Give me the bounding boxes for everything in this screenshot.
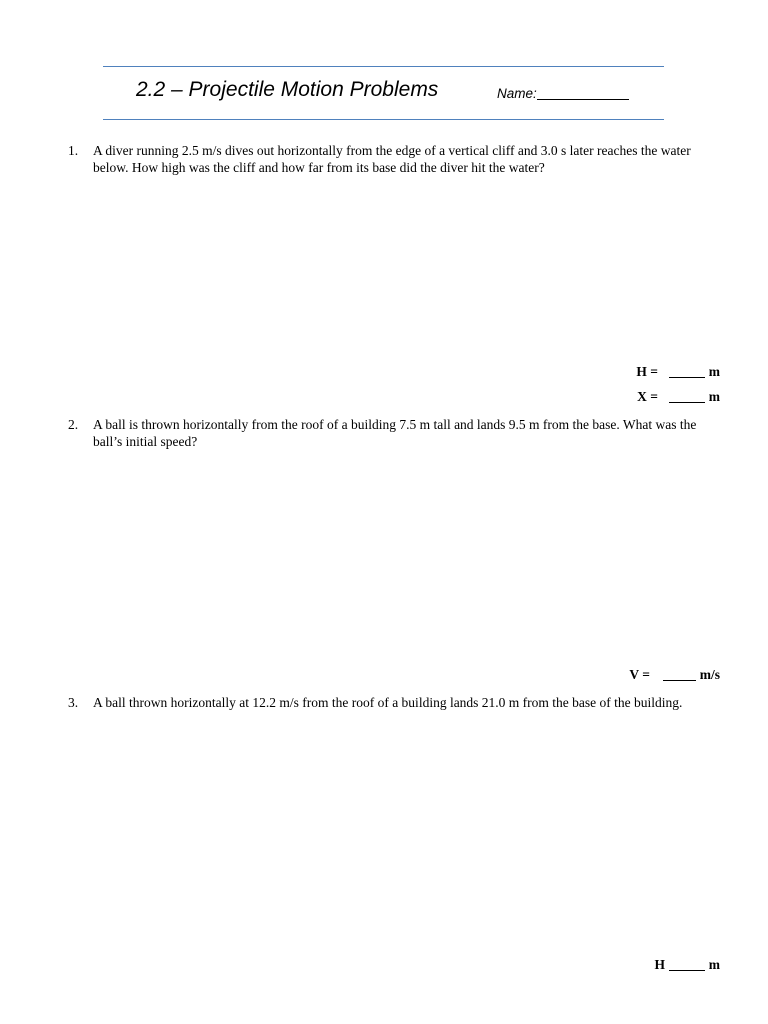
answer-h-3[interactable] — [654, 957, 720, 973]
question-number: 3. — [68, 695, 79, 710]
question-number: 2. — [68, 417, 79, 432]
answer-unit: m/s — [699, 667, 720, 682]
question-number: 1. — [68, 143, 79, 158]
answer-blank[interactable] — [669, 958, 705, 971]
question-text: A ball is thrown horizontally from the roof of a building 7.5 m tall and lands 9.5 m from the base. What was the ball’s initial speed? — [93, 417, 697, 449]
header-top-rule — [103, 66, 664, 67]
answer-v-2[interactable] — [629, 667, 720, 683]
answer-x-1[interactable] — [637, 389, 720, 405]
answer-label: X = — [637, 389, 658, 404]
answer-blank[interactable] — [663, 668, 696, 681]
header-bottom-rule — [103, 119, 664, 120]
name-field[interactable] — [497, 86, 629, 101]
answer-blank[interactable] — [669, 365, 705, 378]
answer-unit: m — [708, 957, 720, 972]
answer-unit: m — [708, 364, 720, 379]
question-2 — [68, 416, 728, 450]
answer-label: V = — [629, 667, 650, 682]
answer-unit: m — [708, 389, 720, 404]
answer-h-1[interactable] — [636, 364, 720, 380]
answer-label: H — [654, 957, 665, 972]
answer-blank[interactable] — [669, 390, 705, 403]
question-text: A ball thrown horizontally at 12.2 m/s from the roof of a building lands 21.0 m from the base of the building. — [93, 695, 683, 710]
question-1 — [68, 142, 728, 176]
name-blank[interactable] — [537, 87, 629, 100]
answer-label: H = — [636, 364, 658, 379]
question-text: A diver running 2.5 m/s dives out horizontally from the edge of a vertical cliff and 3.0 s later reaches the water below. How high was the cliff and how far from its base did the diver hit the water? — [93, 143, 691, 175]
page-title: 2.2 – Projectile Motion Problems — [136, 78, 439, 101]
name-label: Name: — [497, 86, 537, 101]
question-3 — [68, 694, 728, 711]
